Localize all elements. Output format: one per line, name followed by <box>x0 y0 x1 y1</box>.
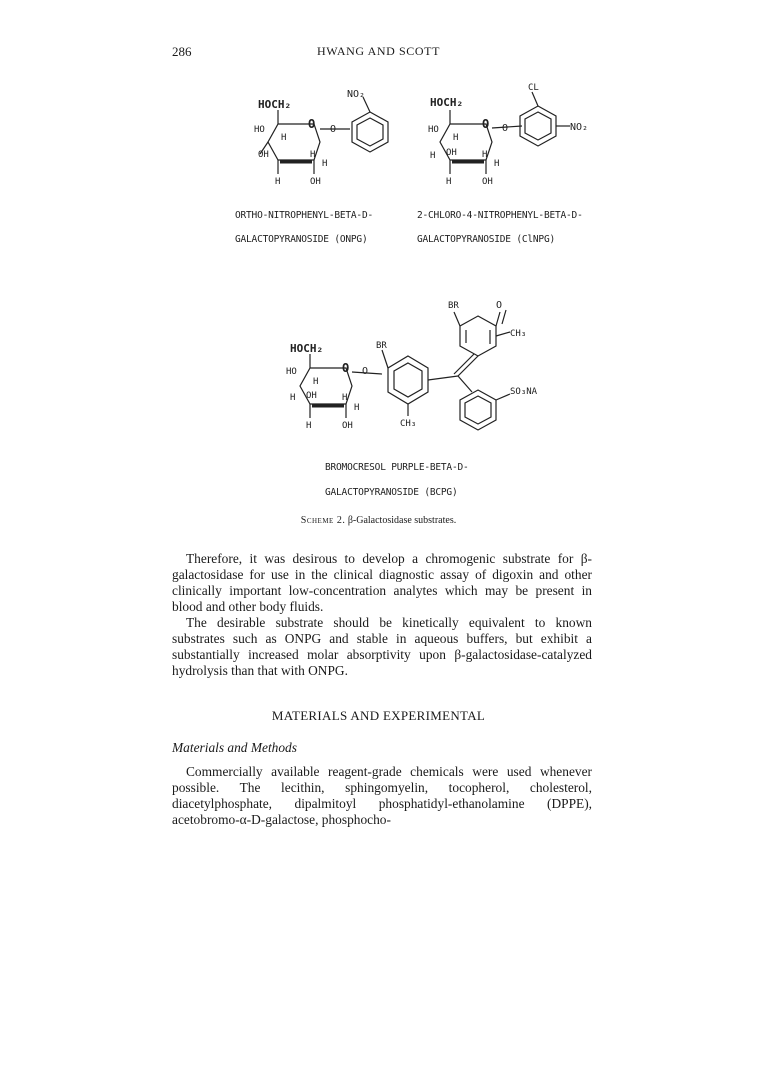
subsection-heading: Materials and Methods <box>172 740 297 755</box>
bcpg-label-line2: GALACTOPYRANOSIDE (BCPG) <box>325 487 458 498</box>
bcpg-ch3-b: CH₃ <box>510 329 527 339</box>
bcpg-h5: H <box>306 421 312 431</box>
onpg-label-line1: ORTHO-NITROPHENYL-BETA-D- <box>235 210 373 221</box>
bcpg-ho: HO <box>286 367 297 377</box>
bcpg-ch3-a: CH₃ <box>400 419 417 429</box>
clnpg-h3: H <box>482 150 488 160</box>
bcpg-hoch2: HOCH₂ <box>290 342 324 355</box>
clnpg-cl: CL <box>528 83 539 93</box>
bcpg-ring-o: O <box>342 361 350 375</box>
body-paragraph-2: The desirable substrate should be kinetically equivalent to known substrates such as ONPG and stable in aqueous buffers, but exhibit a substantially increased molar absorptivity upon β-galactosidase-catalyzed hydrolysis than that with ONPG. <box>172 615 592 678</box>
clnpg-h4: H <box>494 159 500 169</box>
clnpg-label-line2: GALACTOPYRANOSIDE (ClNPG) <box>417 234 555 245</box>
bcpg-h3: H <box>342 393 348 403</box>
bcpg-br2: BR <box>448 301 459 311</box>
onpg-ring-o: O <box>308 117 316 131</box>
onpg-oh1: OH <box>258 150 269 160</box>
scheme-caption <box>0 515 757 526</box>
onpg-h2: H <box>310 150 316 160</box>
onpg-label-line2: GALACTOPYRANOSIDE (ONPG) <box>235 234 368 245</box>
bcpg-h4: H <box>354 403 360 413</box>
clnpg-hoch2: HOCH₂ <box>430 96 464 109</box>
clnpg-ring-o: O <box>482 117 490 131</box>
bcpg-oh1: OH <box>306 391 317 401</box>
clnpg-label-line1: 2-CHLORO-4-NITROPHENYL-BETA-D- <box>417 210 583 221</box>
bcpg-oh2: OH <box>342 421 353 431</box>
clnpg-oh1: OH <box>446 148 457 158</box>
body-paragraph-3: Commercially available reagent-grade chemicals were used whenever possible. The lecithin, sphingomyelin, tocopherol, cholesterol, diacetylphosphate, dipalmitoyl phosphatidyl-ethanolamine (DPPE), acetobromo-α-D-galactose, phosphocho- <box>172 764 592 827</box>
section-heading: MATERIALS AND EXPERIMENTAL <box>271 708 486 723</box>
clnpg-h1: H <box>453 133 459 143</box>
onpg-h4: H <box>275 177 281 187</box>
bcpg-structure <box>282 290 572 438</box>
clnpg-h2: H <box>430 151 436 161</box>
clnpg-structure <box>422 80 602 194</box>
clnpg-link-o: O <box>502 123 509 134</box>
bcpg-link-o: O <box>362 366 369 377</box>
clnpg-no2: NO₂ <box>570 122 589 133</box>
onpg-oh2: OH <box>310 177 321 187</box>
clnpg-h5: H <box>446 177 452 187</box>
scheme-caption-label: Scheme 2. <box>300 515 346 526</box>
bcpg-br1: BR <box>376 341 387 351</box>
onpg-ho: HO <box>254 125 265 135</box>
onpg-no2: NO₂ <box>347 89 366 100</box>
bcpg-o-keto: O <box>496 300 503 311</box>
onpg-hoch2: HOCH₂ <box>258 98 292 111</box>
onpg-h3: H <box>322 159 328 169</box>
scheme-caption-text: β-Galactosidase substrates. <box>347 515 457 526</box>
onpg-h1: H <box>281 133 287 143</box>
running-head: HWANG AND SCOTT <box>317 44 440 58</box>
clnpg-ho: HO <box>428 125 439 135</box>
bcpg-h1: H <box>313 377 319 387</box>
bcpg-label-line1: BROMOCRESOL PURPLE-BETA-D- <box>325 462 469 473</box>
bcpg-h2: H <box>290 393 296 403</box>
onpg-structure <box>250 84 420 194</box>
bcpg-so3na: SO₃NA <box>510 387 538 397</box>
page-number: 286 <box>172 44 192 59</box>
clnpg-oh2: OH <box>482 177 493 187</box>
onpg-link-o: O <box>330 124 337 135</box>
body-paragraph-1: Therefore, it was desirous to develop a chromogenic substrate for β-galactosidase for use in the clinical diagnostic assay of digoxin and other clinically important low-concentration analytes which may be present in blood and other body fluids. <box>172 551 592 614</box>
